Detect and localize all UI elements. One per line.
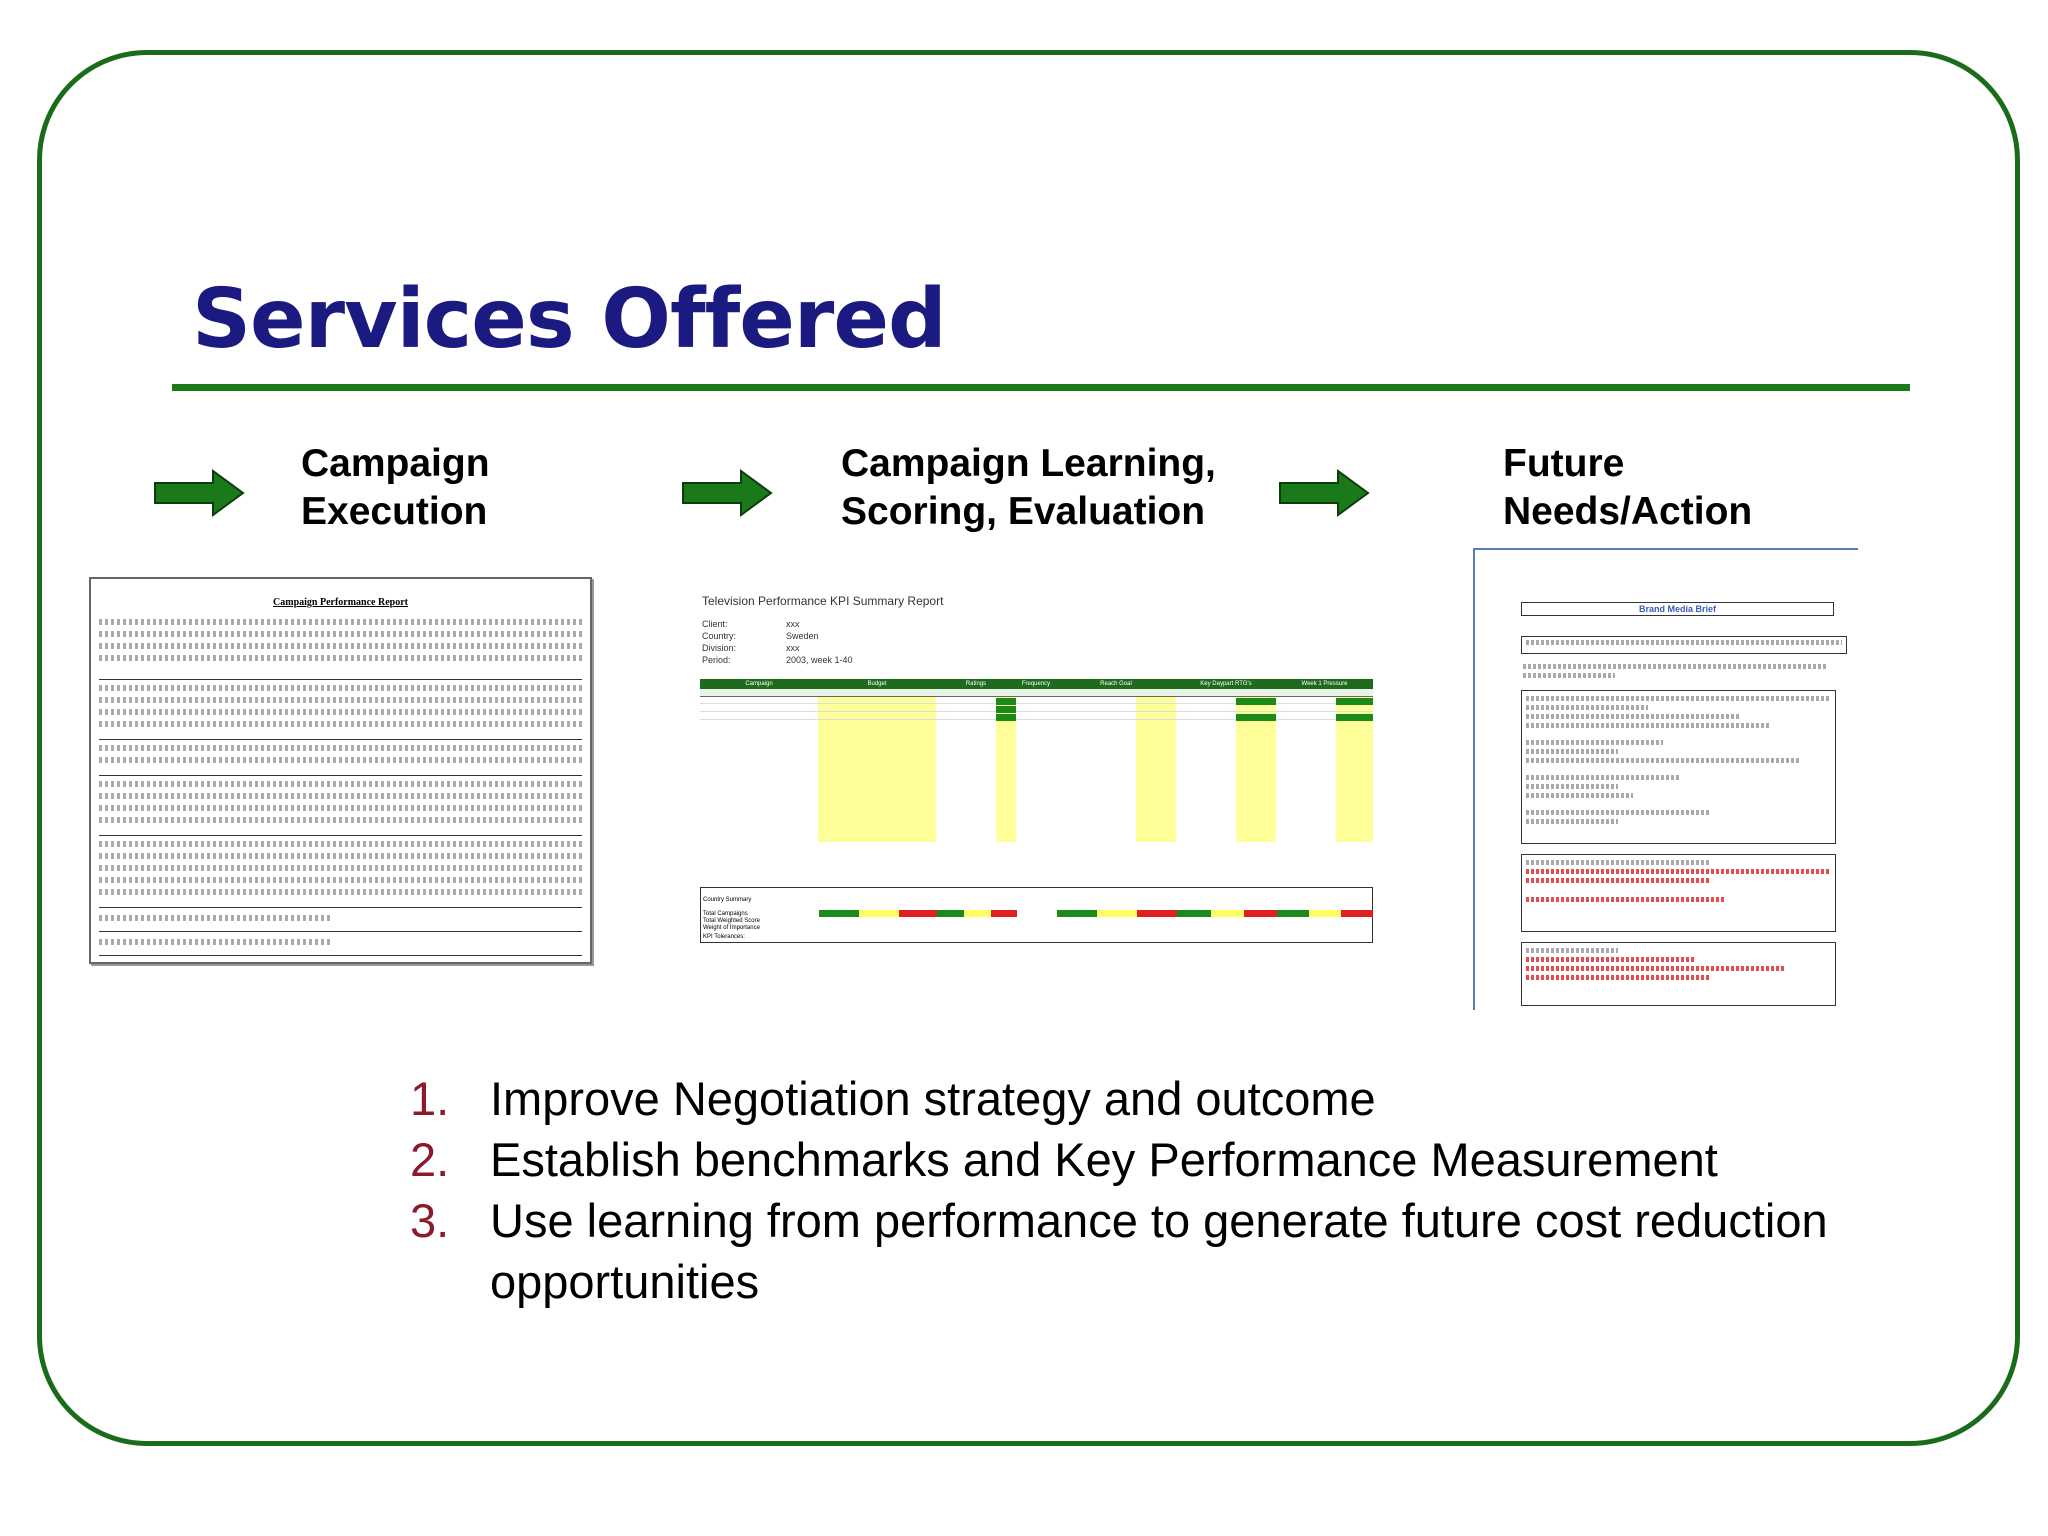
list-item-text: Use learning from performance to generate future cost reduction opportunities — [490, 1194, 1828, 1308]
meta-label: Division: — [702, 643, 737, 653]
score-cell-green — [1236, 714, 1276, 721]
score-cell-green — [1336, 698, 1373, 705]
benchmark-over-bar — [1177, 910, 1211, 917]
brand-media-brief-thumbnail — [1473, 548, 1858, 1010]
brief-text-line — [1526, 775, 1679, 780]
report-text-line — [99, 745, 582, 751]
meta-label: Client: — [702, 619, 728, 629]
header-group: Budget — [867, 681, 887, 687]
list-item — [410, 1129, 1970, 1190]
benchmark-over-bar — [1057, 910, 1097, 917]
report-text-line — [99, 655, 582, 661]
score-cell-green — [996, 698, 1016, 705]
report-text-line — [99, 685, 582, 691]
report-text-line — [99, 877, 582, 883]
report-rule — [99, 907, 582, 908]
kpi-table-header — [700, 679, 1373, 689]
list-number: 1. — [410, 1072, 450, 1125]
report-text-line — [99, 841, 582, 847]
score-cell-green — [1236, 698, 1276, 705]
header-group: Ratings — [965, 681, 987, 687]
brief-text-line-red — [1526, 957, 1694, 962]
brief-role-box — [1521, 942, 1836, 1006]
benchmark-under-bar — [899, 910, 937, 917]
score-cell-green — [1336, 714, 1373, 721]
brief-text-line — [1526, 860, 1709, 865]
benchmark-under-bar — [991, 910, 1017, 917]
meta-value: xxx — [786, 619, 800, 629]
report-text-line — [99, 721, 582, 727]
benchmark-on-target-bar — [859, 910, 899, 917]
meta-label: Period: — [702, 655, 731, 665]
summary-label: Total Weighted Score — [703, 918, 760, 924]
list-number: 2. — [410, 1133, 450, 1186]
report-rule — [99, 931, 582, 932]
report-text-line — [99, 619, 582, 625]
brief-text-line — [1523, 664, 1828, 669]
header-group: Week 1 Pressure — [1301, 681, 1348, 687]
report-rule — [99, 739, 582, 740]
report-text-line — [99, 709, 582, 715]
campaign-performance-report-thumbnail — [89, 577, 592, 964]
list-item-text: Improve Negotiation strategy and outcome — [490, 1072, 1376, 1125]
report-rule — [99, 679, 582, 680]
score-cell-green — [996, 706, 1016, 713]
meta-row — [702, 654, 853, 666]
step-heading-line: Needs/Action — [1503, 490, 1753, 533]
benchmark-over-bar — [1277, 910, 1309, 917]
benchmark-under-bar — [1137, 910, 1177, 917]
meta-label: Country: — [702, 631, 737, 641]
header-group: Campaign — [745, 681, 773, 687]
brief-text-line — [1526, 640, 1842, 645]
score-cell-green — [996, 714, 1016, 721]
report-text-line — [99, 793, 582, 799]
list-item-text: Establish benchmarks and Key Performance Measurement — [490, 1133, 1718, 1186]
header-group: Key Daypart RTG's — [1200, 681, 1252, 687]
brief-text-line — [1526, 749, 1618, 754]
meta-row — [702, 618, 853, 630]
benchmark-over-bar — [937, 910, 964, 917]
kpi-summary-report-thumbnail — [700, 590, 1382, 950]
report-text-line — [99, 631, 582, 637]
thumbnail-caption: Brand Media Brief — [1521, 602, 1834, 616]
benchmark-on-target-bar — [1211, 910, 1244, 917]
report-text-line — [99, 939, 330, 945]
brief-text-line-red — [1526, 878, 1709, 883]
benchmark-on-target-bar — [1097, 910, 1137, 917]
right-arrow-icon — [681, 469, 773, 517]
report-text-line — [99, 853, 582, 859]
step-heading-future — [1503, 440, 1752, 536]
summary-label: KPI Tolerances: — [703, 934, 745, 940]
brief-header-table — [1521, 636, 1847, 654]
summary-label: Country Summary — [703, 897, 752, 903]
brief-text-line — [1526, 819, 1618, 824]
thumbnail-caption: Campaign Performance Report — [273, 597, 408, 608]
step-heading-line: Scoring, Evaluation — [841, 490, 1206, 533]
meta-row — [702, 630, 853, 642]
brief-text-line-red — [1526, 966, 1785, 971]
report-text-line — [99, 781, 582, 787]
benchmark-over-bar — [819, 910, 859, 917]
benchmark-under-bar — [1244, 910, 1277, 917]
summary-label: Weight of Importance — [703, 925, 760, 931]
list-number: 3. — [410, 1194, 450, 1247]
brief-text-line-red — [1526, 897, 1724, 902]
right-arrow-icon — [1278, 469, 1370, 517]
brief-text-line — [1526, 696, 1831, 701]
brief-strategy-box — [1521, 854, 1836, 932]
brief-text-line — [1526, 740, 1663, 745]
brief-summary-box — [1521, 690, 1836, 844]
report-meta — [702, 618, 853, 666]
report-text-line — [99, 889, 582, 895]
brief-text-line-red — [1526, 869, 1831, 874]
list-item — [410, 1190, 1970, 1312]
country-summary-table — [700, 887, 1373, 943]
brief-text-line — [1526, 758, 1801, 763]
header-group: Reach Goal — [1100, 681, 1132, 687]
step-heading-learning — [841, 440, 1216, 536]
step-heading-line: Campaign Learning, — [841, 442, 1216, 485]
report-text-line — [99, 865, 582, 871]
step-heading-line: Campaign — [301, 442, 490, 485]
report-text-line — [99, 817, 582, 823]
kpi-table-subheader — [700, 689, 1373, 697]
thumbnail-caption: Television Performance KPI Summary Report — [702, 594, 944, 608]
summary-label: Total Campaigns — [703, 911, 748, 917]
right-arrow-icon — [153, 469, 245, 517]
brief-text-line — [1523, 673, 1615, 678]
report-text-line — [99, 697, 582, 703]
benchmark-on-target-bar — [1309, 910, 1341, 917]
report-text-line — [99, 757, 582, 763]
benchmark-on-target-bar — [964, 910, 991, 917]
step-heading-line: Execution — [301, 490, 488, 533]
brief-text-line — [1526, 784, 1618, 789]
meta-row — [702, 642, 853, 654]
benchmark-under-bar — [1341, 910, 1373, 917]
list-item — [410, 1068, 1970, 1129]
report-rule — [99, 775, 582, 776]
brief-text-line — [1526, 705, 1648, 710]
report-rule — [99, 955, 582, 956]
brief-text-line — [1526, 723, 1770, 728]
slide-title: Services Offered — [192, 272, 946, 367]
meta-value: 2003, week 1-40 — [786, 655, 853, 665]
services-list — [410, 1068, 1970, 1312]
brief-text-line — [1526, 714, 1740, 719]
step-heading-line: Future — [1503, 442, 1625, 485]
report-text-line — [99, 643, 582, 649]
brief-text-line-red — [1526, 975, 1709, 980]
brief-text-line — [1526, 810, 1709, 815]
step-heading-execution — [301, 440, 490, 536]
brief-text-line — [1526, 948, 1618, 953]
title-underline — [172, 384, 1910, 391]
report-rule — [99, 835, 582, 836]
report-text-line — [99, 805, 582, 811]
report-text-line — [99, 915, 330, 921]
meta-value: xxx — [786, 643, 800, 653]
header-group: Frequency — [1021, 681, 1051, 687]
brief-text-line — [1526, 793, 1633, 798]
meta-value: Sweden — [786, 631, 819, 641]
kpi-table-row — [700, 705, 1373, 712]
